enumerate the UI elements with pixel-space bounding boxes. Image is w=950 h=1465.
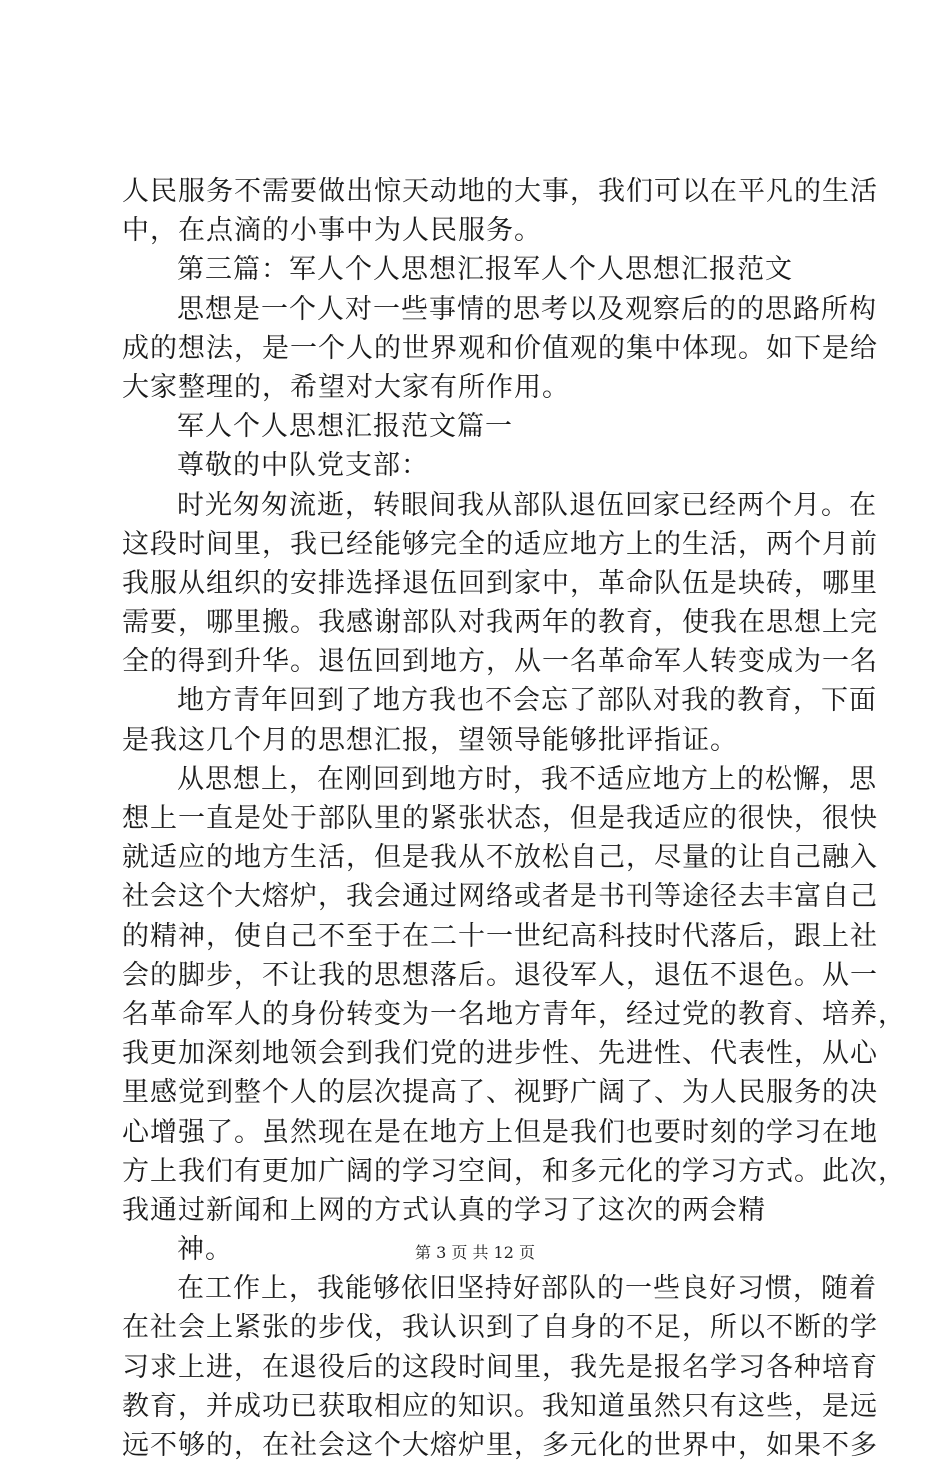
text-line: 从思想上，在刚回到地方时，我不适应地方上的松懈，思 [177, 763, 877, 795]
text-line: 里感觉到整个人的层次提高了、视野广阔了、为人民服务的决 [122, 1077, 878, 1109]
text-line: 方上我们有更加广阔的学习空间，和多元化的学习方式。此次， [122, 1155, 906, 1187]
text-line: 心增强了。虽然现在是在地方上但是我们也要时刻的学习在地 [122, 1116, 878, 1148]
text-line: 习求上进，在退役后的这段时间里，我先是报名学习各种培育 [122, 1351, 878, 1383]
text-line: 就适应的地方生活，但是我从不放松自己，尽量的让自己融入 [122, 842, 878, 874]
text-line: 这段时间里，我已经能够完全的适应地方上的生活，两个月前 [122, 528, 878, 560]
text-line: 我更加深刻地领会到我们党的进步性、先进性、代表性，从心 [122, 1038, 878, 1070]
text-line: 想上一直是处于部队里的紧张状态，但是我适应的很快，很快 [122, 803, 878, 834]
text-line: 教育，并成功已获取相应的知识。我知道虽然只有这些，是远 [122, 1390, 878, 1422]
text-line: 我服从组织的安排选择退伍回到家中，革命队伍是块砖，哪里 [122, 567, 878, 599]
text-line: 思想是一个人对一些事情的思考以及观察后的的思路所构 [177, 293, 877, 325]
text-line: 中，在点滴的小事中为人民服务。 [122, 215, 542, 247]
text-line: 第三篇：军人个人思想汇报军人个人思想汇报范文 [177, 254, 793, 286]
text-line: 神。 [177, 1234, 233, 1266]
text-line: 军人个人思想汇报范文篇一 [177, 411, 513, 443]
text-line: 大家整理的，希望对大家有所作用。 [122, 371, 570, 403]
text-line: 名革命军人的身份转变为一名地方青年，经过党的教育、培养， [122, 998, 906, 1030]
text-line: 尊敬的中队党支部： [177, 450, 429, 482]
text-line: 社会这个大熔炉，我会通过网络或者是书刊等途径去丰富自己 [122, 881, 878, 913]
page-footer: 第 3 页 共 12 页 [415, 1243, 535, 1262]
text-line: 会的脚步，不让我的思想落后。退役军人，退伍不退色。从一 [122, 959, 878, 991]
text-line: 在社会上紧张的步伐，我认识到了自身的不足，所以不断的学 [122, 1312, 878, 1344]
text-line: 在工作上，我能够依旧坚持好部队的一些良好习惯，随着 [177, 1273, 877, 1305]
text-line: 成的想法，是一个人的世界观和价值观的集中体现。如下是给 [122, 332, 878, 364]
text-line: 我通过新闻和上网的方式认真的学习了这次的两会精 [122, 1194, 766, 1226]
text-line: 时光匆匆流逝，转眼间我从部队退伍回家已经两个月。在 [177, 489, 877, 521]
text-line: 需要，哪里搬。我感谢部队对我两年的教育，使我在思想上完 [122, 607, 878, 639]
text-line: 远不够的，在社会这个大熔炉里，多元化的世界中，如果不多 [122, 1430, 878, 1461]
text-line: 是我这几个月的思想汇报，望领导能够批评指证。 [122, 724, 738, 756]
document-body [122, 172, 906, 1465]
text-line: 全的得到升华。退伍回到地方，从一名革命军人转变成为一名 [122, 646, 878, 678]
text-line: 人民服务不需要做出惊天动地的大事，我们可以在平凡的生活 [122, 176, 878, 207]
text-line: 的精神，使自己不至于在二十一世纪高科技时代落后，跟上社 [122, 920, 878, 952]
text-line: 地方青年回到了地方我也不会忘了部队对我的教育，下面 [177, 685, 877, 717]
